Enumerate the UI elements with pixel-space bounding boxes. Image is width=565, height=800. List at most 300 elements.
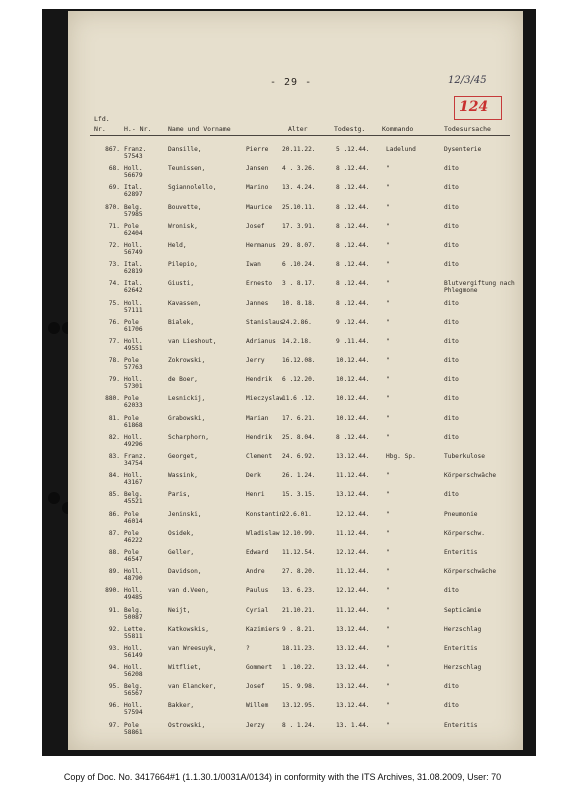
- cell-nat: Holl.: [124, 376, 143, 384]
- cell-date: 8 .12.44.: [336, 241, 370, 249]
- cell-cause: Herzschlag: [444, 625, 482, 633]
- table-row: [68, 316, 523, 335]
- cell-date: 10.12.44.: [336, 376, 370, 384]
- cell-nr: 88.: [108, 548, 120, 556]
- table-row: [68, 680, 523, 699]
- cell-cause: dito: [444, 318, 459, 326]
- cell-date: 8 .12.44.: [336, 280, 370, 288]
- cell-num: 49296: [124, 440, 143, 448]
- cell-num: 56208: [124, 671, 143, 679]
- table-row: [68, 565, 523, 584]
- cell-num: 46222: [124, 536, 143, 544]
- cell-cause: dito: [444, 203, 459, 211]
- cell-num: 57543: [124, 153, 143, 160]
- cell-kdo: ": [386, 318, 390, 326]
- cell-born: 22.6.01.: [282, 510, 312, 518]
- header-divider: [90, 135, 510, 136]
- table-row: [68, 508, 523, 527]
- cell-nr: 85.: [108, 491, 120, 499]
- cell-nat: Holl.: [124, 702, 143, 710]
- cell-first: Hendrik: [246, 433, 273, 441]
- cell-kdo: ": [386, 683, 390, 691]
- cell-first: Hendrik: [246, 376, 273, 384]
- cell-date: 11.12.44.: [336, 529, 370, 537]
- table-row: [68, 642, 523, 661]
- punch-hole: [48, 492, 60, 504]
- cell-nr: 84.: [108, 472, 120, 480]
- cell-cause: dito: [444, 184, 459, 192]
- cell-cause: Enteritis: [444, 644, 478, 652]
- cell-last: Kavassen,: [168, 299, 202, 307]
- cell-last: Pilepio,: [168, 261, 198, 269]
- cell-first: Gommert: [246, 664, 273, 672]
- page-number: - 29 -: [270, 77, 313, 88]
- punch-hole: [48, 322, 60, 334]
- cell-born: 3 . 8.17.: [282, 280, 316, 288]
- cell-cause: Pneumonie: [444, 510, 478, 518]
- cell-last: Sgiannolello,: [168, 184, 217, 192]
- cell-nr: 77.: [108, 337, 120, 345]
- cell-kdo: ": [386, 337, 390, 345]
- cell-kdo: ": [386, 644, 390, 652]
- table-row: [68, 527, 523, 546]
- table-row: [68, 297, 523, 316]
- cell-cause: dito: [444, 165, 459, 173]
- cell-last: Giusti,: [168, 280, 195, 288]
- cell-kdo: ": [386, 664, 390, 672]
- cell-cause: Körperschw.: [444, 529, 485, 537]
- table-row: [68, 354, 523, 373]
- cell-cause: dito: [444, 702, 459, 710]
- cell-first: Paulus: [246, 587, 269, 595]
- cell-born: 11.6 .12.: [282, 395, 316, 403]
- cell-last: Ostrowski,: [168, 721, 206, 729]
- cell-kdo: ": [386, 184, 390, 192]
- cell-last: Wassink,: [168, 472, 198, 480]
- archive-footer: Copy of Doc. No. 3417664#1 (1.1.30.1/0031A/0134) in conformity with the ITS Archives, 31.08.2009, User: 70: [63, 772, 502, 782]
- cell-nat: Lette.: [124, 625, 147, 633]
- cell-nr: 78.: [108, 357, 120, 365]
- table-row: [68, 584, 523, 603]
- cell-num: 48790: [124, 575, 143, 583]
- header-nr: Nr.: [94, 125, 106, 133]
- cell-first: Jerzy: [246, 721, 265, 729]
- cell-first: Stanislaus: [246, 318, 284, 326]
- cell-nr: 79.: [108, 376, 120, 384]
- cell-first: Edward: [246, 548, 269, 556]
- cell-kdo: ": [386, 529, 390, 537]
- cell-date: 13.12.44.: [336, 702, 370, 710]
- cell-num: 46014: [124, 517, 143, 525]
- cell-nat: Holl.: [124, 568, 143, 576]
- cell-last: Grabowski,: [168, 414, 206, 422]
- cell-cause: Blutvergiftung nach Phlegmone: [444, 280, 515, 295]
- table-row: [68, 181, 523, 200]
- cell-num: 49485: [124, 594, 143, 602]
- cell-cause: Tuberkulose: [444, 453, 485, 460]
- cell-born: 8 . 1.24.: [282, 721, 316, 729]
- cell-last: Bouvette,: [168, 203, 202, 211]
- cell-nr: 72.: [108, 241, 120, 249]
- cell-num: 61868: [124, 421, 143, 429]
- cell-nr: 96.: [108, 702, 120, 710]
- cell-born: 25.10.11.: [282, 203, 316, 211]
- cell-first: Cyrial: [246, 606, 269, 614]
- cell-first: Wladislaw: [246, 529, 280, 537]
- cell-num: 58861: [124, 728, 143, 736]
- cell-first: Marino: [246, 184, 269, 192]
- cell-nr: 86.: [108, 510, 120, 518]
- cell-num: 56679: [124, 172, 143, 180]
- cell-nat: Ital.: [124, 280, 143, 288]
- cell-date: 8 .12.44.: [336, 165, 370, 173]
- cell-kdo: ": [386, 587, 390, 595]
- cell-nr: 93.: [108, 644, 120, 652]
- cell-kdo: Ladelund: [386, 146, 416, 153]
- table-row: [68, 143, 523, 162]
- cell-num: 57763: [124, 364, 143, 372]
- cell-first: ?: [246, 644, 250, 652]
- cell-num: 62897: [124, 191, 143, 199]
- cell-last: Teunissen,: [168, 165, 206, 173]
- cell-kdo: ": [386, 376, 390, 384]
- cell-cause: dito: [444, 261, 459, 269]
- cell-kdo: ": [386, 702, 390, 710]
- cell-num: 62819: [124, 268, 143, 276]
- cell-num: 55811: [124, 632, 143, 640]
- cell-nat: Holl.: [124, 587, 143, 595]
- cell-cause: Enteritis: [444, 548, 478, 556]
- cell-date: 10.12.44.: [336, 395, 370, 403]
- cell-cause: dito: [444, 683, 459, 691]
- cell-first: Andre: [246, 568, 265, 576]
- cell-born: 27. 8.20.: [282, 568, 316, 576]
- table-row: [68, 431, 523, 450]
- table-row: [68, 201, 523, 220]
- cell-last: Held,: [168, 241, 187, 249]
- cell-first: Konstantin: [246, 510, 284, 518]
- cell-first: Adrianus: [246, 337, 276, 345]
- cell-born: 20.11.22.: [282, 146, 316, 153]
- cell-cause: dito: [444, 395, 459, 403]
- cell-num: 57111: [124, 306, 143, 314]
- document-sheet: [68, 11, 523, 750]
- cell-born: 16.12.08.: [282, 357, 316, 365]
- cell-nat: Belg.: [124, 683, 143, 691]
- cell-born: 10. 8.18.: [282, 299, 316, 307]
- cell-last: Jeninski,: [168, 510, 202, 518]
- cell-cause: Septicämie: [444, 606, 482, 614]
- cell-born: 17. 3.91.: [282, 222, 316, 230]
- cell-born: 6 .12.20.: [282, 376, 316, 384]
- cell-first: Jansen: [246, 165, 269, 173]
- cell-date: 8 .12.44.: [336, 222, 370, 230]
- header-name: Name und Vorname: [168, 125, 231, 133]
- cell-date: 13.12.44.: [336, 491, 370, 499]
- cell-first: Henri: [246, 491, 265, 499]
- cell-born: 13. 6.23.: [282, 587, 316, 595]
- cell-nat: Holl.: [124, 472, 143, 480]
- cell-born: 26. 1.24.: [282, 472, 316, 480]
- cell-date: 13.12.44.: [336, 644, 370, 652]
- table-row: [68, 604, 523, 623]
- cell-cause: dito: [444, 222, 459, 230]
- cell-nat: Pole: [124, 318, 139, 326]
- cell-last: Davidson,: [168, 568, 202, 576]
- cell-born: 14.2.18.: [282, 337, 312, 345]
- cell-nr: 82.: [108, 433, 120, 441]
- cell-last: Bakker,: [168, 702, 195, 710]
- cell-born: 18.11.23.: [282, 644, 316, 652]
- header-todestag: Todestg.: [334, 125, 366, 133]
- cell-nat: Pole: [124, 395, 139, 403]
- cell-date: 9 .11.44.: [336, 337, 370, 345]
- cell-date: 8 .12.44.: [336, 299, 370, 307]
- cell-kdo: ": [386, 625, 390, 633]
- cell-kdo: ": [386, 510, 390, 518]
- cell-first: Jannes: [246, 299, 269, 307]
- cell-kdo: ": [386, 165, 390, 173]
- table-row: [68, 661, 523, 680]
- cell-kdo: ": [386, 433, 390, 441]
- cell-born: 15. 9.98.: [282, 683, 316, 691]
- cell-last: Wronisk,: [168, 222, 198, 230]
- cell-date: 13.12.44.: [336, 664, 370, 672]
- cell-cause: dito: [444, 299, 459, 307]
- cell-nat: Franz.: [124, 146, 147, 153]
- cell-num: 57594: [124, 709, 143, 717]
- table-row: [68, 239, 523, 258]
- cell-nr: 68.: [108, 165, 120, 173]
- cell-date: 8 .12.44.: [336, 261, 370, 269]
- header-kommando: Kommando: [382, 125, 414, 133]
- cell-date: 10.12.44.: [336, 357, 370, 365]
- cell-date: 8 .12.44.: [336, 203, 370, 211]
- table-row: [68, 258, 523, 277]
- cell-cause: dito: [444, 491, 459, 499]
- cell-first: Ernesto: [246, 280, 273, 288]
- cell-cause: dito: [444, 357, 459, 365]
- cell-born: 25. 8.04.: [282, 433, 316, 441]
- cell-nr: 75.: [108, 299, 120, 307]
- table-row: [68, 719, 523, 738]
- table-row: [68, 162, 523, 181]
- cell-first: Marian: [246, 414, 269, 422]
- cell-nr: 870.: [105, 203, 120, 211]
- cell-kdo: ": [386, 721, 390, 729]
- cell-kdo: ": [386, 414, 390, 422]
- cell-nr: 97.: [108, 721, 120, 729]
- cell-cause: dito: [444, 414, 459, 422]
- cell-born: 6 .10.24.: [282, 261, 316, 269]
- cell-last: van Lieshout,: [168, 337, 217, 345]
- cell-num: 56149: [124, 651, 143, 659]
- cell-last: Paris,: [168, 491, 191, 499]
- cell-nat: Belg.: [124, 491, 143, 499]
- cell-nr: 95.: [108, 683, 120, 691]
- cell-cause: dito: [444, 587, 459, 595]
- death-register-table: [68, 143, 523, 738]
- cell-last: Katkowskis,: [168, 625, 209, 633]
- table-row: [68, 488, 523, 507]
- cell-last: Lesnickij,: [168, 395, 206, 403]
- cell-kdo: ": [386, 472, 390, 480]
- cell-nr: 89.: [108, 568, 120, 576]
- cell-nat: Holl.: [124, 644, 143, 652]
- cell-born: 24.2.86.: [282, 318, 312, 326]
- cell-nat: Ital.: [124, 261, 143, 269]
- cell-nr: 73.: [108, 261, 120, 269]
- cell-nat: Holl.: [124, 241, 143, 249]
- table-row: [68, 277, 523, 296]
- cell-date: 12.12.44.: [336, 510, 370, 518]
- cell-nat: Holl.: [124, 664, 143, 672]
- cell-num: 56749: [124, 248, 143, 256]
- header-todesursache: Todesursache: [444, 125, 491, 133]
- cell-first: Jerry: [246, 357, 265, 365]
- cell-born: 11.12.54.: [282, 548, 316, 556]
- cell-date: 11.12.44.: [336, 472, 370, 480]
- cell-last: van Wreesuyk,: [168, 644, 217, 652]
- cell-num: 49551: [124, 344, 143, 352]
- cell-date: 8 .12.44.: [336, 184, 370, 192]
- table-row: [68, 623, 523, 642]
- cell-date: 13.12.44.: [336, 625, 370, 633]
- table-row: [68, 373, 523, 392]
- cell-nr: 76.: [108, 318, 120, 326]
- table-row: [68, 546, 523, 565]
- cell-nat: Pole: [124, 222, 139, 230]
- table-row: [68, 699, 523, 718]
- cell-num: 57985: [124, 210, 143, 218]
- cell-first: Kazimiers: [246, 625, 280, 633]
- cell-born: 1 .10.22.: [282, 664, 316, 672]
- cell-nat: Pole: [124, 529, 139, 537]
- cell-nr: 890.: [105, 587, 120, 595]
- header-h-nr: H.- Nr.: [124, 125, 152, 133]
- cell-nr: 71.: [108, 222, 120, 230]
- cell-cause: Herzschlag: [444, 664, 482, 672]
- cell-first: Willem: [246, 702, 269, 710]
- cell-first: Pierre: [246, 146, 269, 153]
- cell-first: Mieczyslaw: [246, 395, 284, 403]
- cell-nat: Franz.: [124, 453, 147, 460]
- cell-kdo: ": [386, 548, 390, 556]
- cell-first: Hermanus: [246, 241, 276, 249]
- handwritten-date: 12/3/45: [448, 75, 487, 86]
- cell-nr: 74.: [108, 280, 120, 288]
- cell-kdo: ": [386, 261, 390, 269]
- table-row: [68, 335, 523, 354]
- cell-last: Geller,: [168, 548, 195, 556]
- cell-nr: 87.: [108, 529, 120, 537]
- cell-cause: Körperschwäche: [444, 568, 497, 576]
- cell-kdo: ": [386, 395, 390, 403]
- cell-last: van d.Veen,: [168, 587, 209, 595]
- cell-num: 45521: [124, 498, 143, 506]
- cell-date: 12.12.44.: [336, 587, 370, 595]
- cell-last: Osidek,: [168, 529, 195, 537]
- cell-last: Neijt,: [168, 606, 191, 614]
- cell-nat: Belg.: [124, 606, 143, 614]
- cell-nat: Belg.: [124, 203, 143, 211]
- header-alter: Alter: [288, 125, 308, 133]
- cell-nat: Holl.: [124, 299, 143, 307]
- cell-num: 62642: [124, 287, 143, 295]
- cell-born: 17. 6.21.: [282, 414, 316, 422]
- cell-nr: 867.: [105, 146, 120, 153]
- cell-born: 15. 3.15.: [282, 491, 316, 499]
- cell-num: 50087: [124, 613, 143, 621]
- cell-nr: 83.: [108, 453, 120, 460]
- cell-first: Clement: [246, 453, 273, 460]
- cell-nat: Holl.: [124, 433, 143, 441]
- table-row: [68, 220, 523, 239]
- cell-nat: Holl.: [124, 337, 143, 345]
- cell-kdo: ": [386, 299, 390, 307]
- cell-born: 21.10.21.: [282, 606, 316, 614]
- cell-num: 62404: [124, 229, 143, 237]
- cell-born: 13.12.95.: [282, 702, 316, 710]
- cell-nat: Pole: [124, 510, 139, 518]
- header-lfd: Lfd.: [94, 115, 110, 123]
- cell-nat: Pole: [124, 414, 139, 422]
- cell-cause: Körperschwäche: [444, 472, 497, 480]
- cell-nr: 91.: [108, 606, 120, 614]
- stamp-number: 124: [459, 99, 489, 115]
- cell-nat: Holl.: [124, 165, 143, 173]
- cell-date: 13.12.44.: [336, 453, 370, 460]
- cell-nr: 94.: [108, 664, 120, 672]
- cell-nr: 81.: [108, 414, 120, 422]
- cell-kdo: ": [386, 222, 390, 230]
- cell-born: 4 . 3.26.: [282, 165, 316, 173]
- cell-first: Josef: [246, 683, 265, 691]
- cell-first: Iwan: [246, 261, 261, 269]
- cell-last: Witfliet,: [168, 664, 202, 672]
- cell-date: 10.12.44.: [336, 414, 370, 422]
- cell-date: 8 .12.44.: [336, 433, 370, 441]
- cell-nat: Pole: [124, 548, 139, 556]
- cell-born: 9 . 8.21.: [282, 625, 316, 633]
- table-row: [68, 412, 523, 431]
- cell-born: 24. 6.92.: [282, 453, 316, 460]
- cell-kdo: ": [386, 491, 390, 499]
- cell-num: 46547: [124, 555, 143, 563]
- cell-num: 57301: [124, 383, 143, 391]
- cell-kdo: Hbg. Sp.: [386, 453, 416, 460]
- cell-date: 11.12.44.: [336, 568, 370, 576]
- table-row: [68, 450, 523, 469]
- cell-date: 12.12.44.: [336, 548, 370, 556]
- cell-born: 13. 4.24.: [282, 184, 316, 192]
- cell-nat: Pole: [124, 357, 139, 365]
- cell-last: Georget,: [168, 453, 198, 460]
- cell-num: 56567: [124, 690, 143, 698]
- cell-date: 13.12.44.: [336, 683, 370, 691]
- cell-born: 29. 8.07.: [282, 241, 316, 249]
- cell-date: 13. 1.44.: [336, 721, 370, 729]
- cell-nat: Pole: [124, 721, 139, 729]
- cell-cause: dito: [444, 337, 459, 345]
- cell-date: 5 .12.44.: [336, 146, 370, 153]
- cell-first: Derk: [246, 472, 261, 480]
- cell-nat: Ital.: [124, 184, 143, 192]
- cell-born: 12.10.99.: [282, 529, 316, 537]
- cell-kdo: ": [386, 241, 390, 249]
- cell-nr: 880.: [105, 395, 120, 403]
- cell-nr: 69.: [108, 184, 120, 192]
